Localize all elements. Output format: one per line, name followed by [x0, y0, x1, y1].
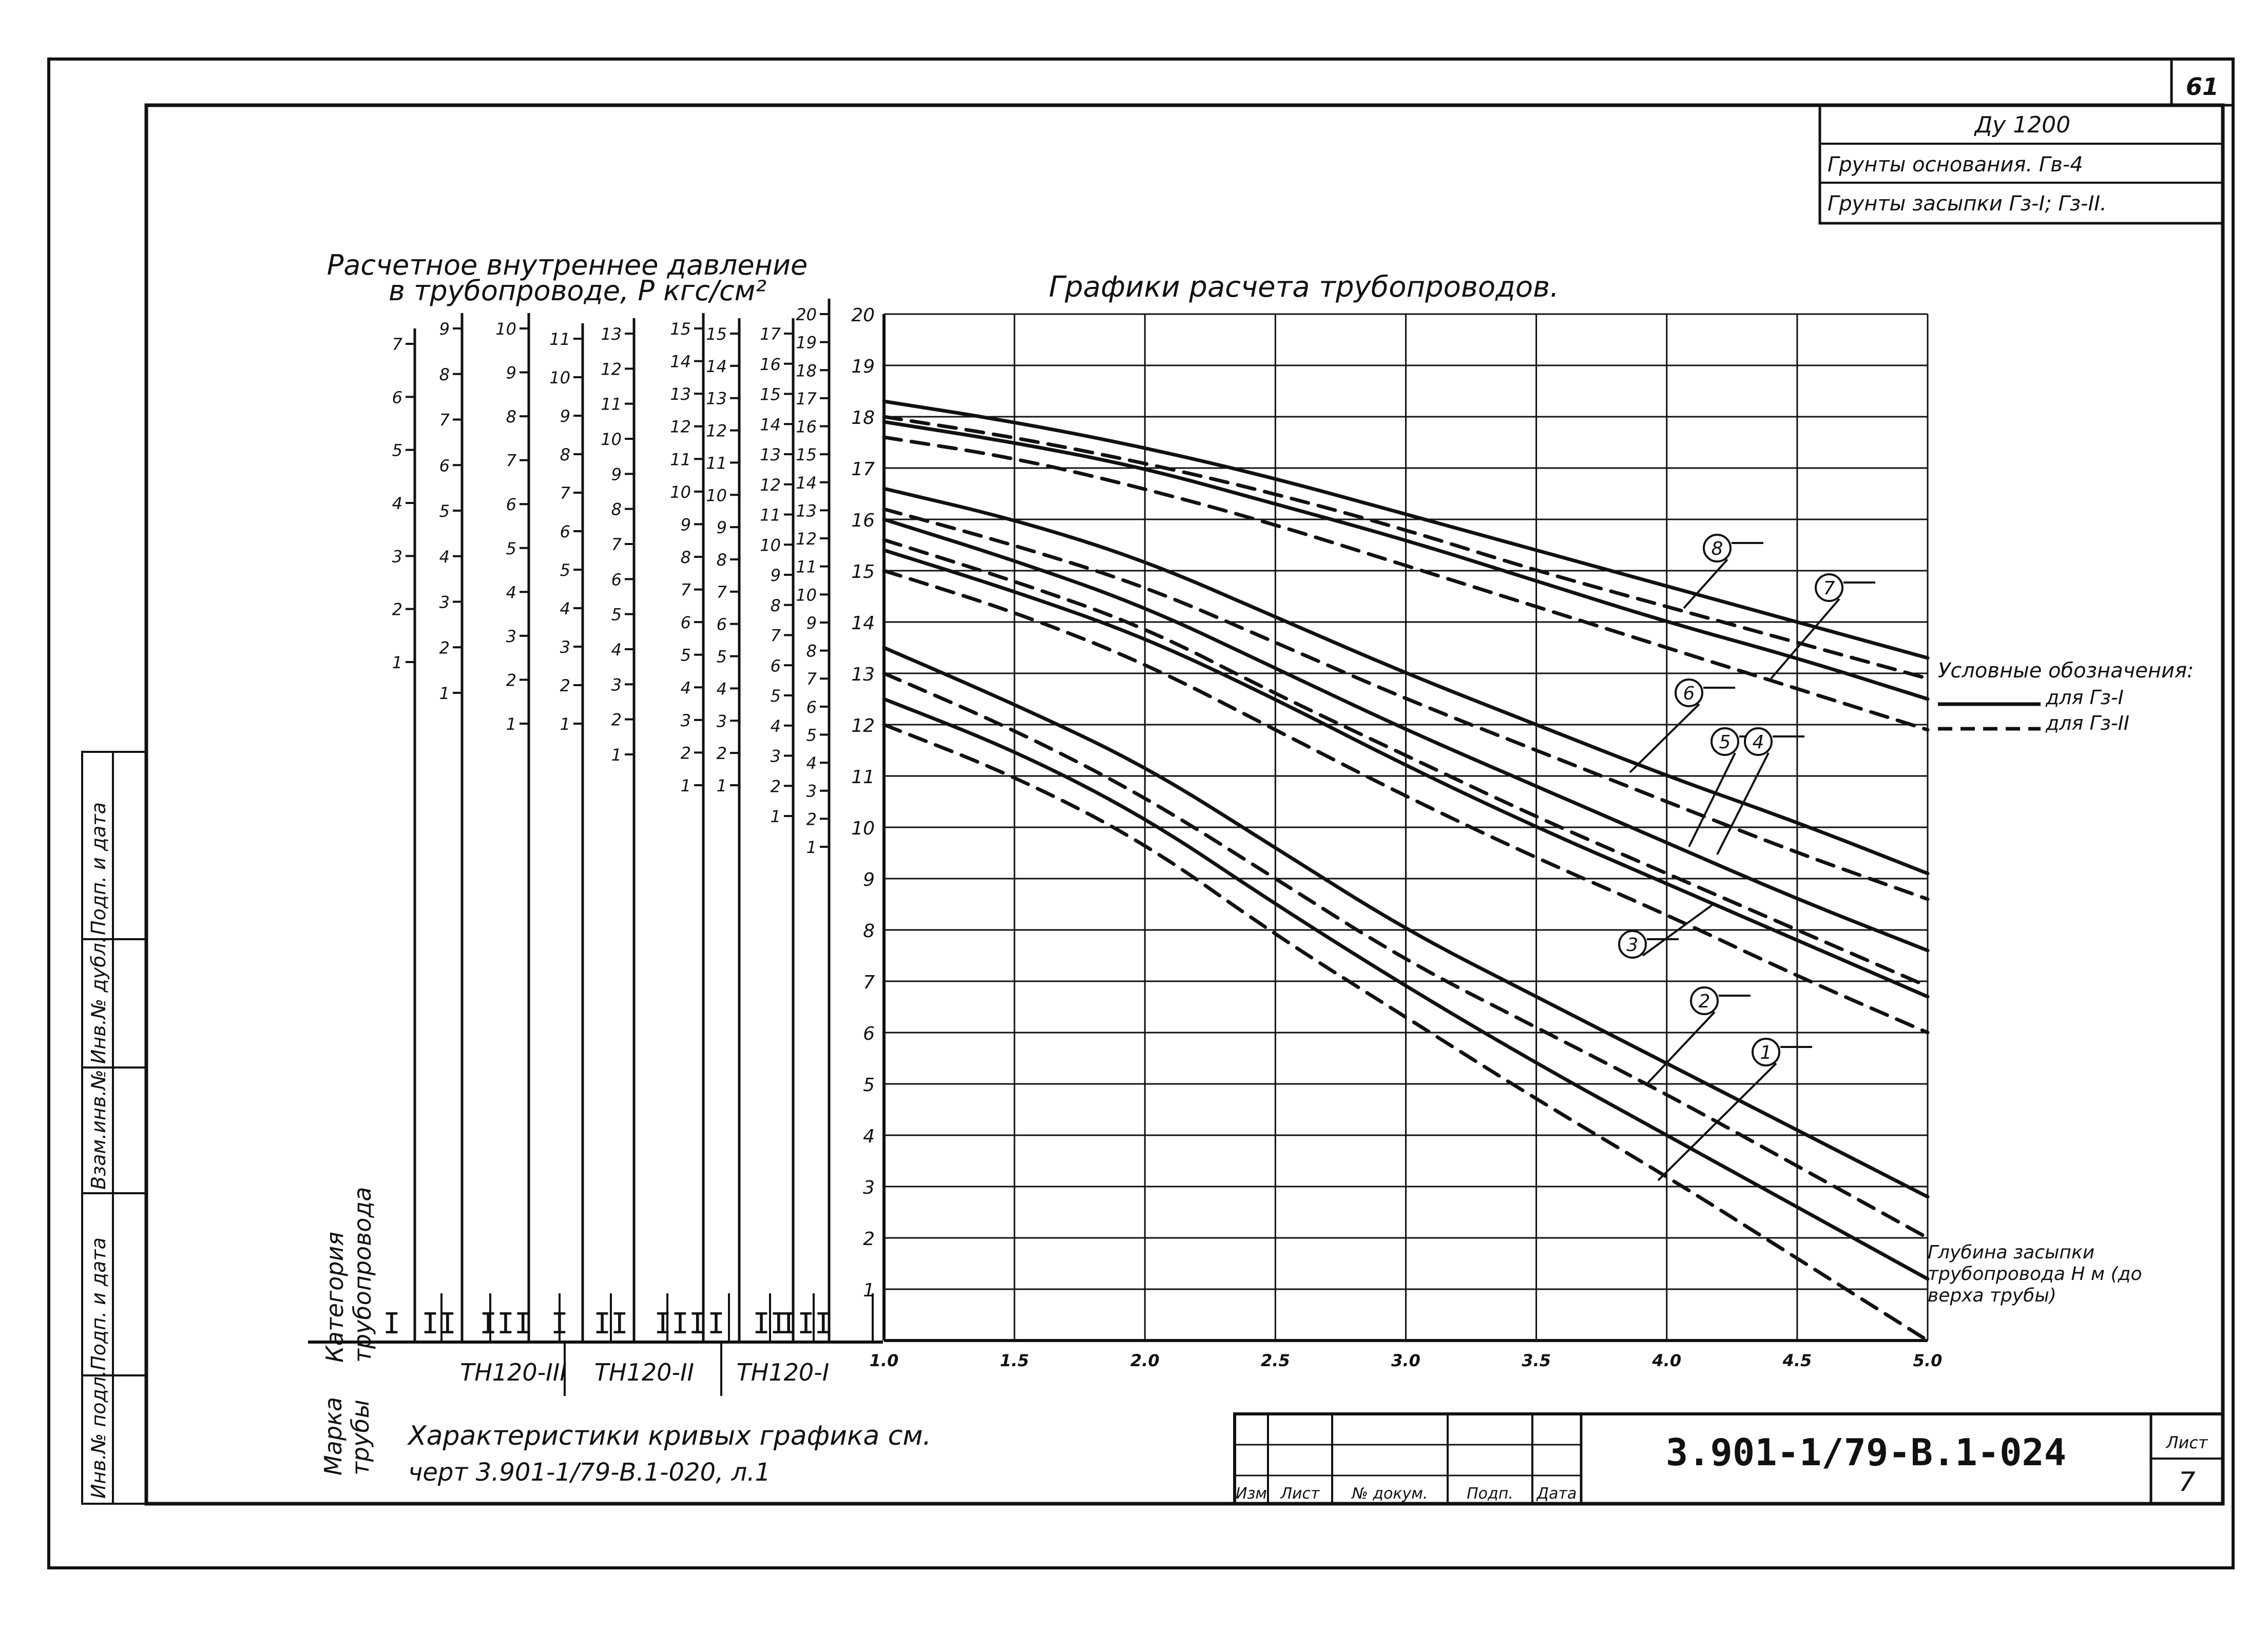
pressure-tick-label: 2: [770, 776, 781, 797]
tb-col-label: Дата: [1536, 1485, 1577, 1503]
pressure-tick-label: 11: [706, 453, 727, 473]
pressure-tick-label: 5: [611, 605, 622, 625]
inner-frame: [146, 105, 2223, 1504]
curve-label-4: 4: [1752, 732, 1764, 753]
curve-leader-6: [1630, 704, 1699, 772]
legend-solid-label: для Гз-I: [2046, 686, 2124, 709]
curve-label-3: 3: [1626, 935, 1639, 956]
pressure-tick-label: 13: [706, 389, 727, 409]
pressure-tick-label: 20: [796, 305, 817, 324]
pressure-tick-label: 3: [806, 781, 817, 801]
category-label-9: III: [780, 1307, 832, 1341]
category-label-7: I: [707, 1307, 725, 1341]
pressure-tick-label: 6: [806, 697, 817, 717]
x-tick-label: 4.0: [1652, 1351, 1682, 1370]
pressure-tick-label: 4: [680, 678, 691, 698]
pressure-tick-label: 9: [560, 406, 570, 426]
strip-label-1: Инв.№ подл.: [87, 1370, 110, 1499]
pressure-tick-label: 3: [611, 675, 622, 695]
pressure-tick-label: 10: [601, 430, 622, 449]
y-tick-label: 14: [851, 613, 875, 634]
pressure-tick-label: 5: [770, 686, 781, 706]
y-tick-label: 12: [851, 715, 875, 736]
pressure-tick-label: 1: [392, 653, 402, 672]
pressure-tick-label: 1: [680, 776, 691, 795]
pressure-tick-label: 14: [796, 473, 817, 493]
category-label-line2: трубопровода: [349, 1187, 376, 1363]
pressure-tick-label: 15: [706, 324, 727, 344]
category-label-8: II: [753, 1307, 787, 1341]
category-label-6: III: [654, 1307, 706, 1341]
x-tick-label: 2.5: [1261, 1351, 1290, 1370]
category-label-1: I: [383, 1307, 400, 1341]
x-tick-label: 5.0: [1913, 1351, 1943, 1370]
note-line1: Характеристики кривых графика см.: [408, 1421, 932, 1451]
pressure-tick-label: 5: [392, 440, 402, 460]
y-tick-label: 6: [863, 1023, 875, 1044]
pressure-tick-label: 2: [392, 599, 402, 619]
y-tick-label: 5: [863, 1075, 875, 1096]
pressure-tick-label: 10: [706, 486, 727, 506]
sheet-label: Лист: [2166, 1433, 2208, 1452]
x-tick-label: 3.0: [1391, 1351, 1420, 1370]
pressure-tick-label: 9: [770, 566, 781, 585]
pressure-tick-label: 13: [670, 384, 691, 404]
legend-dashed-label: для Гз-II: [2046, 712, 2130, 734]
pressure-tick-label: 1: [611, 745, 622, 765]
left-strip: [82, 752, 146, 1504]
pressure-tick-label: 1: [806, 838, 817, 857]
pressure-tick-label: 12: [706, 421, 727, 441]
pressure-tick-label: 3: [392, 547, 402, 567]
curve-label-8: 8: [1711, 538, 1723, 559]
pressure-tick-label: 6: [611, 570, 622, 590]
pressure-tick-label: 11: [796, 557, 817, 577]
pressure-tick-label: 1: [716, 776, 727, 795]
pressure-tick-label: 8: [806, 641, 817, 661]
y-tick-label: 16: [851, 510, 875, 531]
pressure-tick-label: 11: [670, 450, 691, 470]
pressure-tick-label: 4: [392, 494, 402, 513]
y-tick-label: 15: [851, 561, 875, 582]
category-label-4: I: [551, 1307, 568, 1341]
y-tick-label: 13: [851, 664, 875, 685]
pressure-tick-label: 7: [806, 669, 817, 689]
pressure-tick-label: 13: [796, 501, 817, 521]
y-tick-label: 19: [851, 356, 875, 377]
stamp-code: 3.901-1/79-B.1-024: [1665, 1431, 2067, 1474]
pressure-tick-label: 12: [796, 529, 817, 549]
pressure-tick-label: 4: [806, 753, 817, 773]
pressure-tick-label: 9: [806, 613, 817, 633]
y-tick-label: 9: [863, 869, 875, 890]
pressure-tick-label: 8: [680, 548, 691, 567]
pressure-tick-label: 3: [506, 626, 516, 646]
pressure-tick-label: 17: [796, 389, 817, 409]
pressure-tick-label: 15: [760, 384, 781, 404]
legend: [1938, 659, 2194, 734]
pressure-tick-label: 5: [806, 725, 817, 745]
y-tick-label: 7: [863, 972, 875, 993]
pressure-tick-label: 7: [680, 580, 691, 600]
y-tick-label: 18: [851, 407, 875, 429]
pressure-tick-label: 14: [706, 356, 727, 376]
pressure-tick-label: 2: [716, 744, 727, 764]
pressure-tick-label: 12: [601, 359, 622, 379]
pressure-tick-label: 7: [716, 582, 727, 602]
tb-col-label: № докум.: [1352, 1485, 1428, 1503]
pressure-tick-label: 6: [439, 456, 450, 476]
xaxis-note-box: [1928, 1242, 2195, 1329]
y-tick-label: 17: [851, 459, 875, 480]
strip-label-4: Инв.№ дубл.: [87, 937, 110, 1064]
pressure-tick-label: 1: [439, 684, 450, 703]
x-tick-label: 1.5: [1000, 1351, 1029, 1370]
y-tick-label: 1: [863, 1280, 875, 1301]
legend-title: Условные обозначения:: [1938, 659, 2194, 683]
pressure-scales: [383, 299, 873, 1396]
pressure-tick-label: 8: [506, 407, 516, 427]
curve-label-1: 1: [1760, 1042, 1772, 1063]
pressure-tick-label: 2: [611, 710, 622, 730]
curve-label-7: 7: [1823, 578, 1835, 599]
pressure-tick-label: 8: [439, 364, 450, 384]
category-label-3: III: [479, 1307, 532, 1341]
category-label-5: II: [593, 1307, 628, 1341]
pressure-tick-label: 2: [806, 809, 817, 829]
pressure-tick-label: 4: [439, 547, 450, 567]
mark-label-line1: Марка: [319, 1396, 347, 1475]
pressure-title-line1: Расчетное внутреннее давление: [326, 249, 808, 281]
header-row1: Ду 1200: [1974, 112, 2071, 138]
pressure-tick-label: 15: [670, 319, 691, 339]
xaxis-note: Глубина засыпки трубопровода Н м (до верха трубы): [1928, 1242, 2142, 1306]
pressure-tick-label: 7: [611, 535, 622, 554]
pressure-tick-label: 12: [760, 475, 781, 495]
y-tick-label: 2: [863, 1229, 875, 1250]
pressure-tick-label: 19: [796, 333, 817, 353]
sheet-number: 7: [2178, 1467, 2196, 1498]
header-row3: Грунты засыпки Гз-I; Гз-II.: [1828, 192, 2107, 216]
pressure-tick-label: 12: [670, 417, 691, 437]
pressure-tick-label: 8: [716, 550, 727, 570]
pressure-tick-label: 16: [760, 354, 781, 374]
tb-col-label: Подп.: [1467, 1485, 1513, 1503]
pressure-tick-label: 6: [680, 613, 691, 633]
header-row2: Грунты основания. Гв-4: [1828, 153, 2083, 177]
curve-label-6: 6: [1683, 683, 1695, 704]
chart-title: Графики расчета трубопроводов.: [1049, 270, 1559, 304]
pressure-tick-label: 11: [760, 505, 781, 525]
pressure-tick-label: 10: [760, 535, 781, 555]
pressure-tick-label: 3: [439, 592, 450, 612]
pressure-tick-label: 9: [716, 518, 727, 538]
pressure-tick-label: 7: [560, 483, 570, 503]
pressure-tick-label: 7: [770, 626, 781, 646]
curve-leader-4: [1717, 753, 1769, 855]
pressure-tick-label: 2: [506, 670, 516, 690]
pressure-tick-label: 5: [506, 538, 516, 558]
pressure-tick-label: 4: [716, 679, 727, 699]
pressure-tick-label: 3: [560, 637, 570, 657]
pressure-tick-label: 11: [549, 329, 570, 349]
pressure-tick-label: 1: [770, 807, 781, 826]
pressure-tick-label: 6: [392, 387, 402, 407]
pressure-tick-label: 3: [680, 710, 691, 730]
pressure-tick-label: 2: [560, 676, 570, 695]
pressure-tick-label: 6: [506, 495, 516, 515]
pressure-tick-label: 10: [796, 585, 817, 605]
pressure-tick-label: 17: [760, 324, 781, 344]
pressure-title-line2: в трубопроводе, P кгс/cм²: [388, 275, 767, 307]
pressure-tick-label: 13: [601, 324, 622, 344]
pressure-tick-label: 14: [670, 352, 691, 372]
category-label-2: II: [421, 1307, 456, 1341]
strip-label-5: Подп. и дата: [87, 802, 110, 935]
tb-col-label: Лист: [1280, 1485, 1320, 1503]
y-tick-label: 20: [851, 305, 875, 326]
y-tick-label: 8: [863, 921, 875, 942]
pressure-tick-label: 10: [670, 482, 691, 502]
page-number: 61: [2185, 73, 2219, 101]
title-block: [1235, 1414, 2223, 1504]
pressure-tick-label: 4: [770, 716, 781, 736]
note-line2: черт 3.901-1/79-В.1-020, л.1: [408, 1458, 771, 1487]
pressure-tick-label: 5: [716, 647, 727, 667]
y-tick-label: 10: [851, 818, 875, 839]
pressure-tick-label: 9: [506, 363, 516, 383]
curve-label-5: 5: [1719, 732, 1731, 753]
chart: [851, 305, 1942, 1370]
pressure-tick-label: 9: [439, 319, 450, 339]
pressure-tick-label: 4: [506, 582, 516, 603]
pressure-tick-label: 1: [560, 714, 570, 734]
pressure-tick-label: 13: [760, 445, 781, 464]
pressure-tick-label: 7: [392, 335, 402, 354]
mark-label-1: ТН120-III: [460, 1358, 567, 1386]
y-tick-label: 4: [863, 1126, 875, 1147]
pressure-tick-label: 9: [680, 515, 691, 535]
pressure-tick-label: 11: [601, 394, 622, 414]
mark-label-3: ТН120-I: [736, 1358, 830, 1386]
pressure-tick-label: 15: [796, 445, 817, 465]
pressure-tick-label: 2: [439, 638, 450, 658]
x-tick-label: 4.5: [1782, 1351, 1812, 1370]
pressure-tick-label: 2: [680, 743, 691, 763]
y-tick-label: 11: [851, 767, 875, 788]
pressure-tick-label: 8: [611, 499, 622, 519]
pressure-tick-label: 1: [506, 714, 516, 734]
mark-label-2: ТН120-II: [594, 1358, 695, 1386]
strip-label-2: Подп. и дата: [87, 1237, 110, 1370]
pressure-tick-label: 16: [796, 417, 817, 437]
strip-label-3: Взам.инв.№: [87, 1070, 110, 1190]
pressure-tick-label: 5: [439, 501, 450, 521]
pressure-tick-label: 10: [495, 319, 516, 339]
pressure-tick-label: 5: [560, 560, 570, 580]
pressure-tick-label: 6: [770, 656, 781, 676]
x-tick-label: 1.0: [869, 1351, 899, 1370]
x-tick-label: 2.0: [1130, 1351, 1160, 1370]
pressure-tick-label: 10: [549, 368, 570, 387]
pressure-tick-label: 5: [680, 645, 691, 665]
pressure-tick-label: 3: [716, 711, 727, 731]
curve-label-2: 2: [1698, 991, 1710, 1012]
pressure-tick-label: 4: [560, 599, 570, 618]
mark-label-line2: трубы: [347, 1400, 374, 1475]
pressure-tick-label: 8: [560, 445, 570, 464]
category-label-line1: Категория: [321, 1231, 349, 1363]
pressure-tick-label: 9: [611, 464, 622, 484]
pressure-tick-label: 7: [439, 410, 450, 430]
pressure-tick-label: 18: [796, 361, 817, 381]
pressure-tick-label: 3: [770, 746, 781, 766]
pressure-tick-label: 14: [760, 415, 781, 435]
pressure-tick-label: 4: [611, 640, 622, 659]
tb-col-label: Изм: [1235, 1485, 1267, 1503]
header-table: [1820, 105, 2223, 223]
pressure-tick-label: 7: [506, 451, 516, 471]
y-tick-label: 3: [863, 1177, 875, 1198]
x-tick-label: 3.5: [1522, 1351, 1551, 1370]
pressure-tick-label: 6: [560, 522, 570, 541]
pressure-tick-label: 8: [770, 595, 781, 615]
pressure-tick-label: 6: [716, 614, 727, 634]
